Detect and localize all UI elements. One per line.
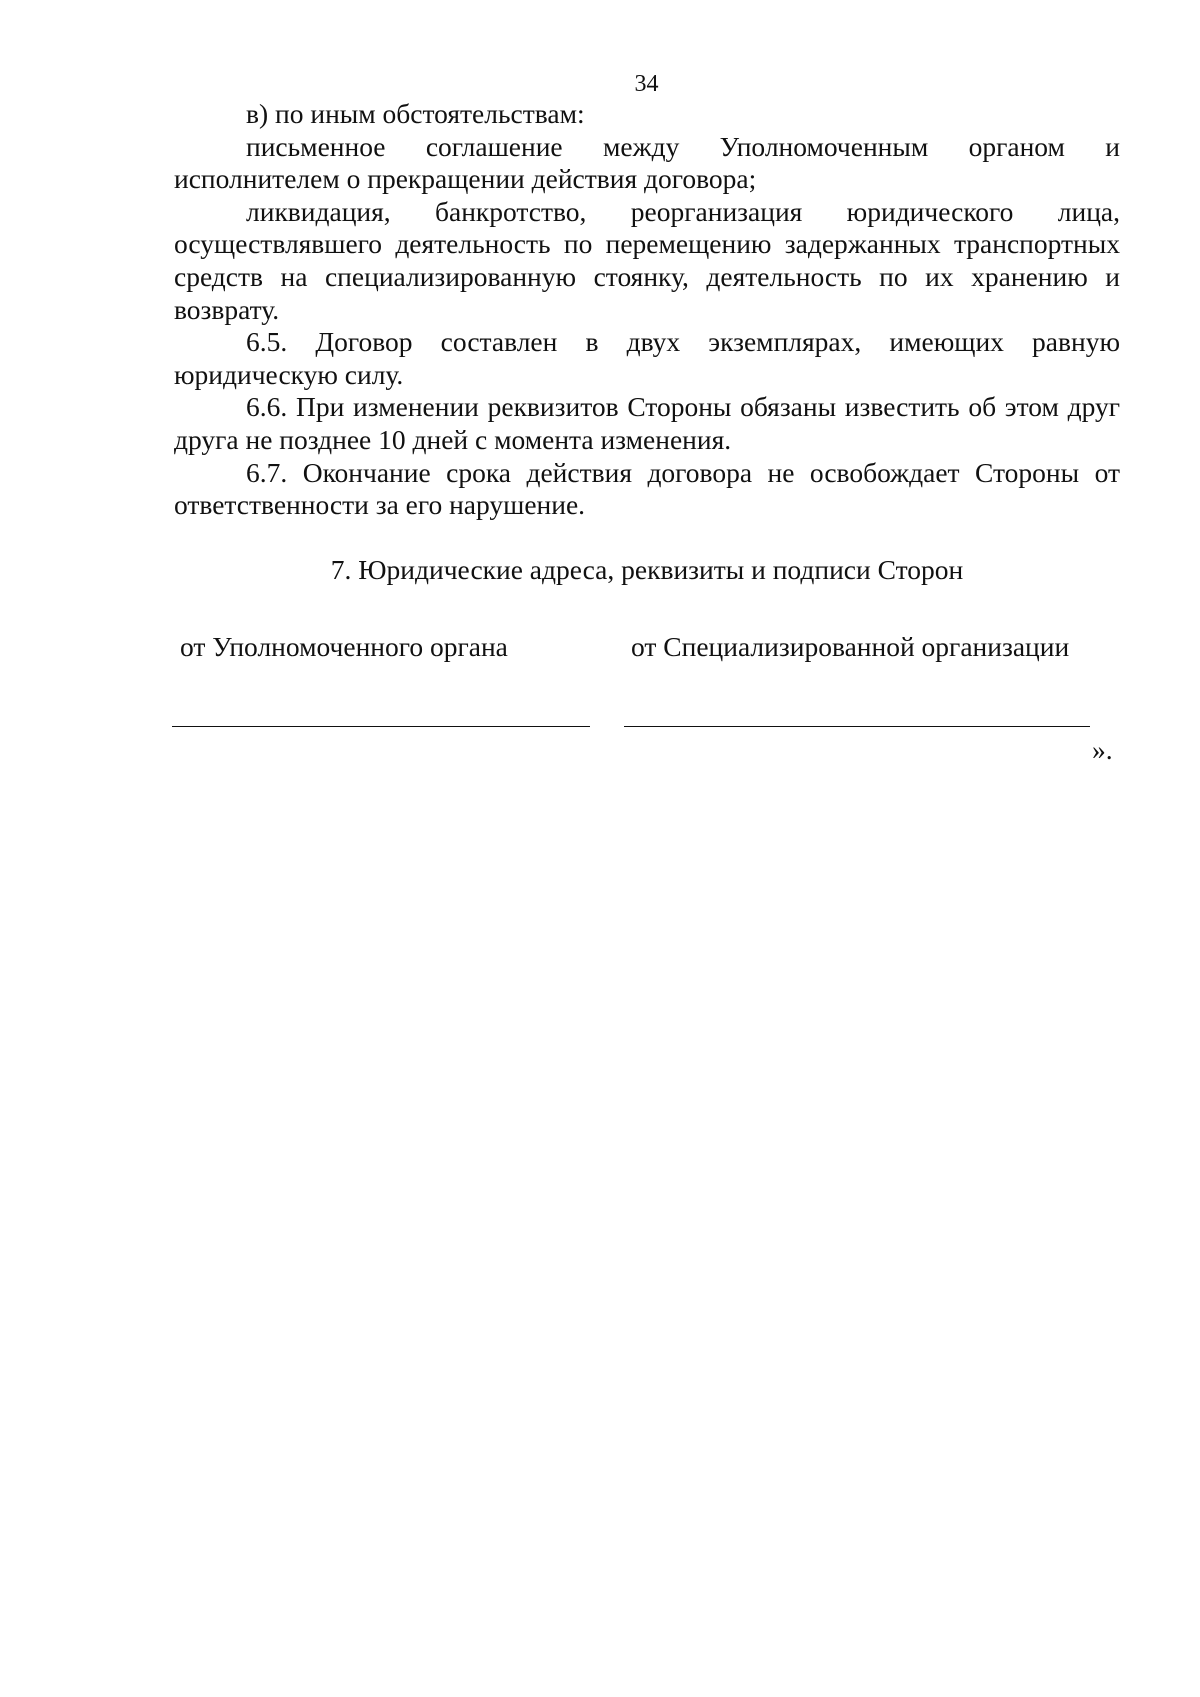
- paragraph-6-5: 6.5. Договор составлен в двух экземплярах, имеющих равную юридическую силу.: [174, 326, 1120, 390]
- section-heading: 7. Юридические адреса, реквизиты и подписи Сторон: [330, 554, 964, 585]
- specialized-organization-label: от Специализированной организации: [631, 631, 1070, 662]
- paragraph-6-7: 6.7. Окончание срока действия договора не освобождает Стороны от ответственности за его нарушение.: [174, 456, 1120, 521]
- paragraph-other-circumstances: в) по иным обстоятельствам:: [246, 98, 585, 129]
- specialized-organization-signature-line: [624, 726, 1090, 727]
- closing-quote: ».: [1092, 734, 1113, 765]
- authorized-body-signature-line: [172, 726, 590, 727]
- paragraph-6-6: 6.6. При изменении реквизитов Стороны обязаны известить об этом друг друга не позднее 10 дней с момента изменения.: [174, 391, 1120, 455]
- paragraph-written-agreement: письменное соглашение между Уполномоченным органом и исполнителем о прекращении действия договора;: [174, 130, 1120, 195]
- page-number: 34: [634, 71, 659, 97]
- authorized-body-label: от Уполномоченного органа: [180, 631, 508, 662]
- document-body: [174, 98, 1120, 522]
- paragraph-liquidation: ликвидация, банкротство, реорганизация юридического лица, осуществлявшего деятельность по перемещению задержанных транспортных средств на специализированную стоянку, деятельность по их хранению и возврату.: [174, 195, 1120, 325]
